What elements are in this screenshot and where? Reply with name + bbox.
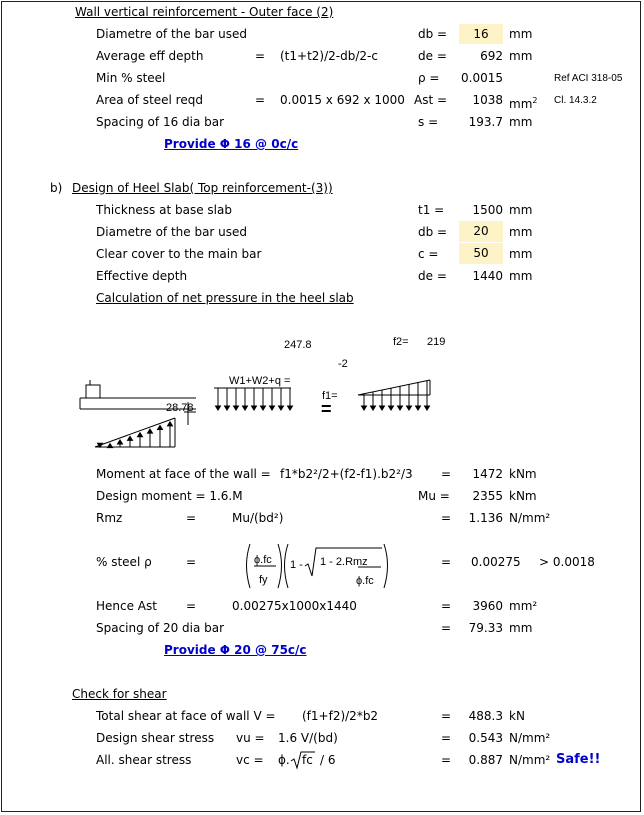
row-eq: =	[255, 49, 266, 63]
row-unit: mm	[509, 97, 533, 111]
steel-compare: > 0.0018	[539, 555, 595, 569]
net-arrow-head	[407, 406, 412, 410]
allowable-shear-eq: =	[441, 753, 452, 767]
total-shear-formula: (f1+f2)/2*b2	[302, 709, 379, 723]
allowable-shear-div: / 6	[320, 753, 336, 767]
allowable-shear-symbol: vc =	[236, 753, 264, 767]
net-arrow-head	[425, 406, 430, 410]
upward-arrow-head	[138, 433, 143, 437]
formula-fy: fy	[259, 574, 268, 586]
ast-value: 3960	[472, 599, 503, 613]
row-label: Min % steel	[96, 71, 166, 85]
upward-arrow-head	[148, 429, 153, 433]
input-cell[interactable]: 50	[459, 243, 503, 264]
net-arrow-head	[398, 406, 403, 410]
moment-unit: kNm	[509, 467, 537, 481]
diagram-minus: -2	[338, 358, 348, 370]
row-label: Spacing of 16 dia bar	[96, 115, 225, 129]
net-arrow-head	[362, 406, 367, 410]
calc-heading: Calculation of net pressure in the heel slab	[96, 291, 354, 305]
steel-ratio-formula	[240, 540, 400, 595]
row-unit: mm	[509, 49, 533, 63]
steel-eq: =	[186, 555, 197, 569]
rmz-label: Rmz	[96, 511, 123, 525]
design-moment-unit: kNm	[509, 489, 537, 503]
row-symbol: s =	[418, 115, 439, 129]
shear-heading: Check for shear	[72, 687, 167, 701]
uniform-arrow-head	[261, 406, 266, 410]
design-shear-value: 0.543	[468, 731, 503, 745]
row-value: 1038	[472, 93, 503, 107]
moment-label: Moment at face of the wall =	[96, 467, 271, 481]
formula-one-minus: 1 -	[290, 559, 303, 571]
row-symbol: ρ =	[418, 71, 440, 85]
ast-label: Hence Ast	[96, 599, 157, 613]
steel-value: 0.00275	[471, 555, 521, 569]
row-value: 193.7	[468, 115, 503, 129]
allowable-shear-value: 0.887	[468, 753, 503, 767]
row-label: Average eff depth	[96, 49, 204, 63]
heel-heading: Design of Heel Slab( Top reinforcement-(3))	[72, 181, 333, 195]
formula-phi-fc: ϕ.fc	[254, 554, 272, 566]
row-label: Area of steel reqd	[96, 93, 203, 107]
row-symbol: db =	[418, 225, 448, 239]
allowable-shear-phi: ϕ.	[278, 753, 290, 767]
row-unit: mm	[509, 203, 533, 217]
input-cell[interactable]: 16	[459, 24, 503, 44]
row-unit: mm	[509, 225, 533, 239]
design-shear-formula: 1.6 V/(bd)	[278, 731, 338, 745]
reference-note: Cl. 14.3.2	[554, 95, 597, 106]
design-shear-label: Design shear stress	[96, 731, 215, 745]
total-shear-unit: kN	[509, 709, 525, 723]
wall-heading: Wall vertical reinforcement - Outer face (2)	[75, 5, 334, 19]
row-symbol: t1 =	[418, 203, 445, 217]
row-value: 692	[480, 49, 503, 63]
net-arrow-head	[416, 406, 421, 410]
uniform-arrow-head	[279, 406, 284, 410]
row-value: 1440	[472, 269, 503, 283]
diagram-f2-value: 219	[427, 336, 446, 348]
row-label: Clear cover to the main bar	[96, 247, 262, 261]
moment-eq: =	[441, 467, 452, 481]
row-formula: (t1+t2)/2-db/2-c	[280, 49, 378, 63]
uniform-arrow-head	[216, 406, 221, 410]
spacing-eq: =	[441, 621, 452, 635]
uniform-arrow-head	[252, 406, 257, 410]
unit-exponent: 2	[532, 96, 538, 105]
design-moment-label: Design moment = 1.6.M	[96, 489, 243, 503]
total-shear-value: 488.3	[468, 709, 503, 723]
spacing-label: Spacing of 20 dia bar	[96, 621, 225, 635]
uniform-arrow-head	[225, 406, 230, 410]
uniform-arrow-head	[288, 406, 293, 410]
design-moment-symbol: Mu =	[418, 489, 450, 503]
upward-arrow-head	[118, 440, 123, 444]
row-symbol: db =	[418, 27, 448, 41]
row-label: Diametre of the bar used	[96, 27, 248, 41]
moment-formula: f1*b2²/2+(f2-f1).b2²/3	[280, 467, 413, 481]
upward-arrow-head	[168, 422, 173, 426]
ast-eq: =	[186, 599, 197, 613]
net-arrow-head	[380, 406, 385, 410]
input-cell[interactable]: 20	[459, 221, 503, 242]
section-prefix: b)	[50, 181, 63, 195]
row-unit: mm	[509, 247, 533, 261]
formula-inner-num: 1 - 2.Rmz	[320, 556, 368, 568]
provide-wall-link[interactable]: Provide Φ 16 @ 0c/c	[164, 137, 299, 151]
row-symbol: de =	[418, 269, 447, 283]
net-arrow-head	[389, 406, 394, 410]
diagram-f1-label: f1=	[322, 390, 338, 402]
row-symbol: c =	[418, 247, 439, 261]
row-label: Effective depth	[96, 269, 188, 283]
diagram-top-value: 247.8	[284, 339, 312, 351]
uniform-arrow-head	[243, 406, 248, 410]
row-formula: 0.0015 x 692 x 1000	[280, 93, 405, 107]
steel-eq2: =	[441, 555, 452, 569]
steel-label: % steel ρ	[96, 555, 152, 569]
rmz-eq: =	[186, 511, 197, 525]
allowable-shear-unit: N/mm²	[509, 753, 551, 767]
ast-formula: 0.00275x1000x1440	[232, 599, 357, 613]
row-unit: mm	[509, 115, 533, 129]
uniform-arrow-head	[270, 406, 275, 410]
row-symbol: de =	[418, 49, 447, 63]
upward-arrow-head	[108, 444, 113, 448]
rmz-eq2: =	[441, 511, 452, 525]
row-eq: =	[255, 93, 266, 107]
net-pressure-diagram	[358, 380, 430, 395]
row-unit: mm	[509, 269, 533, 283]
row-label: Diametre of the bar used	[96, 225, 248, 239]
design-shear-unit: N/mm²	[509, 731, 551, 745]
design-shear-symbol: vu =	[236, 731, 265, 745]
design-shear-eq: =	[441, 731, 452, 745]
formula-inner-den: ϕ.fc	[356, 575, 374, 587]
net-arrow-head	[371, 406, 376, 410]
allowable-shear-label: All. shear stress	[96, 753, 192, 767]
upward-arrows	[98, 422, 173, 448]
pressure-diagram	[0, 330, 644, 455]
row-label: Thickness at base slab	[96, 203, 232, 217]
rmz-unit: N/mm²	[509, 511, 551, 525]
provide-heel-link[interactable]: Provide Φ 20 @ 75c/c	[164, 643, 307, 657]
upward-arrow-head	[128, 436, 133, 440]
allowable-shear-fc: fc	[302, 753, 313, 767]
rmz-formula: Mu/(bd²)	[232, 511, 284, 525]
diagram-eq-sign: =	[321, 399, 332, 419]
uniform-arrows	[216, 388, 293, 410]
upward-arrow-head	[158, 425, 163, 429]
reference-note: Ref ACI 318-05	[554, 73, 623, 84]
row-symbol: Ast =	[414, 93, 448, 107]
ast-unit: mm²	[509, 599, 538, 613]
row-value: 1500	[472, 203, 503, 217]
row-unit: mm	[509, 27, 533, 41]
diagram-f2-label: f2=	[393, 336, 409, 348]
diagram-load-label: W1+W2+q =	[229, 375, 291, 387]
soil-pressure-diagram	[95, 418, 175, 447]
moment-value: 1472	[472, 467, 503, 481]
total-shear-eq: =	[441, 709, 452, 723]
rmz-value: 1.136	[468, 511, 503, 525]
ast-eq2: =	[441, 599, 452, 613]
uniform-arrow-head	[234, 406, 239, 410]
spacing-unit: mm	[509, 621, 533, 635]
spacing-value: 79.33	[468, 621, 503, 635]
design-moment-value: 2355	[472, 489, 503, 503]
diagram-left-value: 28.78	[166, 402, 194, 414]
safe-status-badge: Safe!!	[556, 752, 601, 767]
total-shear-label: Total shear at face of wall V =	[96, 709, 276, 723]
row-value: 0.0015	[461, 71, 503, 85]
